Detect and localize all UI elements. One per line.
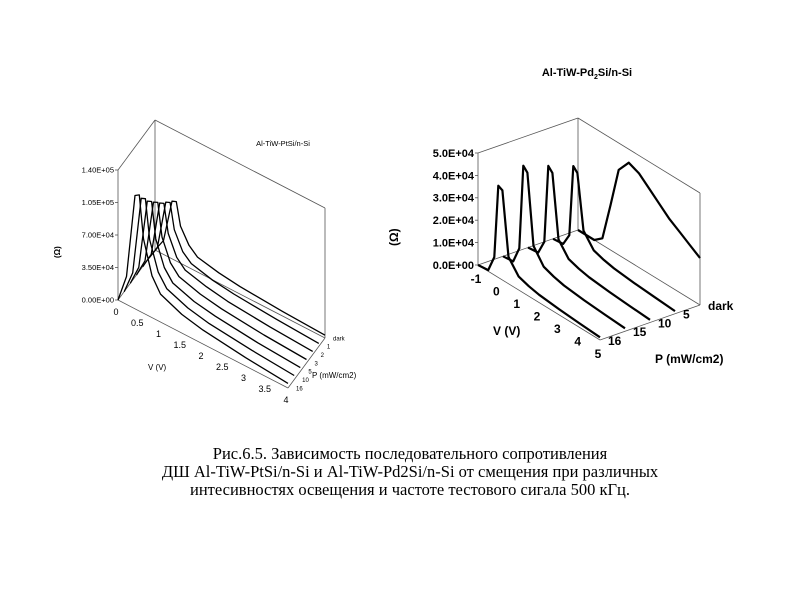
z-tick-label: 3.50E+04 <box>81 263 114 273</box>
y-tick-label: 5 <box>683 307 690 322</box>
z-tick-label: 0.00E+00 <box>81 295 114 305</box>
caption-line-3: интесивностях освещения и частоте тестового сигала 500 кГц. <box>190 480 630 499</box>
x-tick-label: 5 <box>594 347 602 361</box>
x-tick-label: 3 <box>240 373 247 383</box>
z-tick-label: 1.05E+05 <box>81 198 114 208</box>
x-tick-label: 4 <box>574 334 582 349</box>
series-line-15 <box>503 166 625 329</box>
x-tick-label: 2 <box>533 309 541 324</box>
series-line-16 <box>155 201 325 335</box>
x-tick-label: 2 <box>198 351 204 361</box>
z-tick-label: 0.0E+00 <box>432 259 474 272</box>
chart-ptsi-title: Al-TiW-PtSi/n-Si <box>256 139 310 148</box>
top-back-edge <box>578 118 700 193</box>
floor-edge <box>578 230 700 305</box>
x-tick-label: 3.5 <box>258 384 272 394</box>
x-tick-label: 3 <box>553 322 561 336</box>
y-tick-label: 16 <box>608 333 622 348</box>
y-tick-label: 2 <box>320 353 325 360</box>
top-left-edge <box>478 118 578 153</box>
caption-line-2: ДШ Al-TiW-PtSi/n-Si и Al-TiW-Pd2Si/n-Si от смещения при различных <box>161 462 659 481</box>
x-axis-label: V (V) <box>148 363 167 372</box>
series-line-5 <box>143 203 313 351</box>
chart-pd2si <box>387 67 734 366</box>
x-axis-label: V (V) <box>493 324 521 338</box>
y-tick-label: dark <box>333 336 345 343</box>
series-line-10 <box>149 202 319 343</box>
x-tick-label: -1 <box>470 272 482 286</box>
x-tick-label: 0.5 <box>130 318 144 328</box>
caption-line-1: Рис.6.5. Зависимость последовательного сопротивления <box>212 444 608 463</box>
top-left-edge <box>118 120 155 170</box>
z-tick-label: 1.0E+04 <box>432 237 474 250</box>
y-tick-label: 5 <box>308 369 312 376</box>
x-tick-label: 1 <box>155 329 162 339</box>
z-tick-label: 3.0E+04 <box>432 192 474 205</box>
chart-pd2si-title: $Al-TiW-Pd_2Si/n-Si$ <box>541 67 633 81</box>
series-line-dark <box>578 163 700 258</box>
x-tick-label: 1.5 <box>173 340 187 350</box>
top-back-edge <box>155 120 325 208</box>
x-tick-label: 2.5 <box>215 362 229 372</box>
y-tick-label: 3 <box>314 361 318 368</box>
z-tick-label: 1.40E+05 <box>81 165 114 175</box>
z-tick-label: 5.0E+04 <box>432 147 474 160</box>
z-axis-label: (Ω) <box>53 246 62 258</box>
x-tick-label: 0 <box>113 307 119 317</box>
z-axis-label: (Ω) <box>387 228 401 246</box>
y-axis-label: P (mW/cm2) <box>655 352 724 366</box>
chart-ptsi <box>53 120 357 405</box>
z-tick-label: 2.0E+04 <box>432 215 474 228</box>
y-tick-label: dark <box>708 298 734 313</box>
figure-caption <box>60 445 760 499</box>
y-tick-label: 10 <box>302 378 309 385</box>
y-tick-label: 15 <box>633 325 647 340</box>
y-tick-label: 16 <box>296 386 303 393</box>
x-tick-label: 1 <box>513 297 521 311</box>
z-tick-label: 4.0E+04 <box>432 170 474 183</box>
y-axis-label: P (mW/cm2) <box>312 371 357 380</box>
y-tick-label: 1 <box>326 344 331 351</box>
x-tick-label: 4 <box>283 395 289 405</box>
x-axis-line <box>118 300 288 388</box>
z-tick-label: 7.00E+04 <box>81 230 114 240</box>
y-tick-label: 10 <box>658 316 672 331</box>
x-tick-label: 0 <box>492 284 500 299</box>
